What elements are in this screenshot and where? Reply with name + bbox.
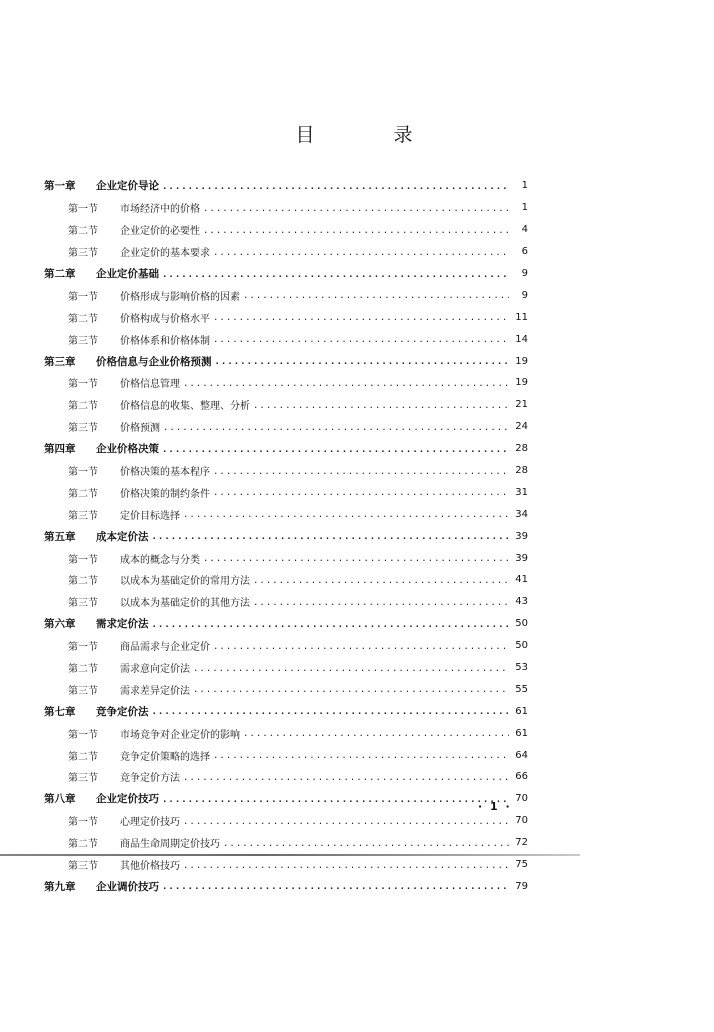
dot-leader: [213, 488, 509, 498]
toc-page-number: 19: [515, 355, 528, 367]
toc-entry-number: 第一节: [68, 729, 98, 741]
toc-page-number: 50: [515, 640, 528, 652]
toc-entry-title: 以成本为基础定价的常用方法: [120, 576, 250, 588]
dot-leader: [243, 291, 509, 301]
dot-leader: [152, 620, 510, 630]
toc-section-entry: [44, 635, 528, 657]
toc-page-number: 19: [515, 377, 528, 389]
toc-entry-number: 第一节: [68, 554, 98, 566]
toc-section-entry: [44, 460, 528, 482]
toc-page-number: 61: [515, 727, 528, 739]
toc-page-number: 11: [515, 311, 528, 323]
toc-entry-title: 需求意向定价法: [120, 664, 190, 676]
dot-leader: [162, 882, 509, 892]
toc-chapter-entry: [44, 350, 528, 372]
toc-entry-title: 价格预测: [120, 423, 160, 435]
toc-section-entry: [44, 219, 528, 241]
toc-entry-number: 第四章: [44, 443, 76, 456]
toc-entry-title: 其他价格技巧: [120, 861, 180, 873]
toc-page-number: 39: [515, 530, 528, 542]
dot-leader: [163, 423, 509, 433]
toc-section-entry: [44, 810, 528, 832]
toc-entry-number: 第三节: [68, 773, 98, 785]
toc-page-number: 75: [515, 859, 528, 871]
dot-leader: [213, 335, 509, 345]
dot-leader: [162, 795, 509, 805]
toc-page-number: 28: [515, 465, 528, 477]
toc-section-entry: [44, 416, 528, 438]
toc-chapter-entry: [44, 876, 528, 898]
toc-entry-title: 心理定价技巧: [120, 817, 180, 829]
toc-entry-number: 第二节: [68, 488, 98, 500]
toc-entry-title: 竞争定价策略的选择: [120, 751, 210, 763]
toc-page-number: 66: [515, 771, 528, 783]
toc-page-number: 41: [515, 574, 528, 586]
toc-section-entry: [44, 569, 528, 591]
toc-page-number: 21: [515, 399, 528, 411]
toc-entry-title: 需求定价法: [96, 618, 149, 631]
toc-entry-number: 第三节: [68, 248, 98, 260]
toc-page-number: 4: [521, 224, 528, 236]
toc-chapter-entry: [44, 525, 528, 547]
toc-entry-title: 价格构成与价格水平: [120, 313, 210, 325]
toc-page-number: 70: [515, 793, 528, 805]
toc-entry-title: 企业定价基础: [96, 268, 159, 280]
toc-section-entry: [44, 722, 528, 744]
toc-section-entry: [44, 481, 528, 503]
dot-leader: [213, 642, 509, 652]
toc-entry-number: 第三节: [68, 510, 98, 522]
dot-leader: [152, 707, 510, 717]
dot-leader: [193, 664, 509, 674]
toc-chapter-entry: [44, 263, 528, 285]
toc-entry-title: 企业价格决策: [96, 443, 159, 456]
dot-leader: [253, 598, 509, 608]
toc-page-number: 50: [515, 618, 528, 630]
dot-leader: [162, 445, 509, 455]
dot-leader: [213, 467, 509, 477]
toc-chapter-entry: [44, 175, 528, 197]
toc-entry-number: 第一节: [68, 467, 98, 479]
toc-entry-number: 第一节: [68, 379, 98, 391]
toc-entry-title: 以成本为基础定价的其他方法: [120, 598, 250, 610]
toc-page-number: 55: [515, 683, 528, 695]
toc-entry-number: 第九章: [44, 880, 76, 893]
toc-page-number: 6: [521, 246, 528, 258]
toc-entry-title: 价格决策的基本程序: [120, 467, 210, 479]
scan-edge-line: [0, 854, 580, 856]
table-of-contents: [44, 175, 528, 897]
toc-chapter-entry: [44, 613, 528, 635]
toc-entry-number: 第一节: [68, 817, 98, 829]
toc-page-number: 79: [515, 880, 528, 892]
toc-entry-title: 成本的概念与分类: [120, 554, 200, 566]
toc-entry-title: 商品需求与企业定价: [120, 642, 210, 654]
dot-leader: [162, 182, 509, 192]
toc-section-entry: [44, 591, 528, 613]
toc-page-number: 64: [515, 749, 528, 761]
dot-leader: [203, 554, 509, 564]
dot-leader: [243, 729, 509, 739]
toc-entry-title: 企业调价技巧: [96, 880, 159, 893]
toc-entry-title: 价格决策的制约条件: [120, 488, 210, 500]
toc-page-number: 1: [521, 180, 528, 192]
toc-chapter-entry: [44, 788, 528, 810]
dot-leader: [213, 248, 509, 258]
toc-entry-title: 竞争定价法: [96, 705, 149, 718]
dot-leader: [213, 751, 509, 761]
toc-entry-number: 第三节: [68, 335, 98, 347]
dot-leader: [193, 685, 509, 695]
toc-entry-number: 第八章: [44, 793, 76, 806]
toc-entry-title: 需求差异定价法: [120, 685, 190, 697]
toc-entry-title: 定价目标选择: [120, 510, 180, 522]
toc-entry-number: 第一节: [68, 204, 98, 216]
page-folio: · 1 ·: [478, 800, 512, 813]
toc-page-number: 14: [515, 333, 528, 345]
dot-leader: [152, 532, 510, 542]
dot-leader: [253, 401, 509, 411]
toc-entry-number: 第五章: [44, 530, 76, 543]
dot-leader: [183, 510, 509, 520]
toc-chapter-entry: [44, 700, 528, 722]
toc-entry-number: 第一节: [68, 291, 98, 303]
dot-leader: [215, 357, 510, 367]
toc-page-number: 70: [515, 815, 528, 827]
toc-entry-number: 第二节: [68, 313, 98, 325]
dot-leader: [253, 576, 509, 586]
toc-entry-number: 第三节: [68, 423, 98, 435]
toc-section-entry: [44, 241, 528, 263]
toc-entry-title: 价格信息管理: [120, 379, 180, 391]
toc-section-entry: [44, 372, 528, 394]
toc-section-entry: [44, 854, 528, 876]
toc-page-number: 9: [521, 268, 528, 279]
toc-entry-title: 企业定价导论: [96, 180, 159, 193]
toc-page-number: 39: [515, 552, 528, 564]
toc-page-number: 34: [515, 508, 528, 520]
toc-section-entry: [44, 744, 528, 766]
dot-leader: [183, 817, 509, 827]
toc-entry-number: 第一节: [68, 642, 98, 654]
toc-section-entry: [44, 328, 528, 350]
toc-section-entry: [44, 503, 528, 525]
toc-entry-number: 第二节: [68, 839, 98, 851]
toc-section-entry: [44, 832, 528, 854]
toc-section-entry: [44, 657, 528, 679]
toc-page-number: 24: [515, 421, 528, 433]
toc-section-entry: [44, 547, 528, 569]
toc-page-number: 31: [515, 486, 528, 498]
toc-section-entry: [44, 306, 528, 328]
toc-page-number: 28: [515, 443, 528, 455]
toc-entry-number: 第二节: [68, 664, 98, 676]
dot-leader: [183, 379, 509, 389]
toc-entry-number: 第三节: [68, 685, 98, 697]
dot-leader: [213, 313, 509, 323]
toc-entry-title: 成本定价法: [96, 530, 149, 543]
toc-entry-number: 第三节: [68, 861, 98, 873]
toc-entry-title: 市场经济中的价格: [120, 204, 200, 216]
toc-entry-number: 第七章: [44, 705, 76, 718]
toc-section-entry: [44, 678, 528, 700]
toc-entry-title: 市场竞争对企业定价的影响: [120, 729, 240, 741]
toc-section-entry: [44, 394, 528, 416]
toc-page-number: 43: [515, 596, 528, 608]
toc-entry-number: 第二章: [44, 268, 76, 280]
toc-page-number: 53: [515, 662, 528, 674]
toc-entry-number: 第三节: [68, 598, 98, 610]
toc-page-number: 72: [515, 837, 528, 849]
dot-leader: [183, 773, 509, 783]
dot-leader: [183, 861, 509, 871]
toc-entry-title: 企业定价的基本要求: [120, 248, 210, 260]
toc-entry-title: 商品生命周期定价技巧: [120, 839, 220, 851]
toc-entry-number: 第二节: [68, 751, 98, 763]
dot-leader: [203, 226, 509, 236]
toc-entry-title: 竞争定价方法: [120, 773, 180, 785]
toc-section-entry: [44, 766, 528, 788]
toc-entry-title: 企业定价技巧: [96, 793, 159, 806]
page-title: 目 录: [295, 124, 443, 146]
toc-entry-number: 第六章: [44, 618, 76, 631]
toc-page-number: 1: [521, 202, 528, 214]
toc-entry-title: 价格信息与企业价格预测: [96, 355, 212, 368]
dot-leader: [223, 839, 509, 849]
toc-chapter-entry: [44, 438, 528, 460]
toc-entry-title: 价格信息的收集、整理、分析: [120, 401, 250, 413]
toc-page-number: 9: [521, 289, 528, 301]
toc-entry-number: 第一章: [44, 180, 76, 193]
toc-entry-number: 第三章: [44, 355, 76, 368]
toc-entry-number: 第二节: [68, 226, 98, 238]
toc-section-entry: [44, 284, 528, 306]
dot-leader: [203, 204, 509, 214]
toc-entry-number: 第二节: [68, 401, 98, 413]
toc-entry-title: 价格形成与影响价格的因素: [120, 291, 240, 303]
toc-section-entry: [44, 197, 528, 219]
toc-page-number: 61: [515, 705, 528, 717]
toc-entry-number: 第二节: [68, 576, 98, 588]
dot-leader: [162, 270, 509, 280]
toc-entry-title: 价格体系和价格体制: [120, 335, 210, 347]
toc-entry-title: 企业定价的必要性: [120, 226, 200, 238]
